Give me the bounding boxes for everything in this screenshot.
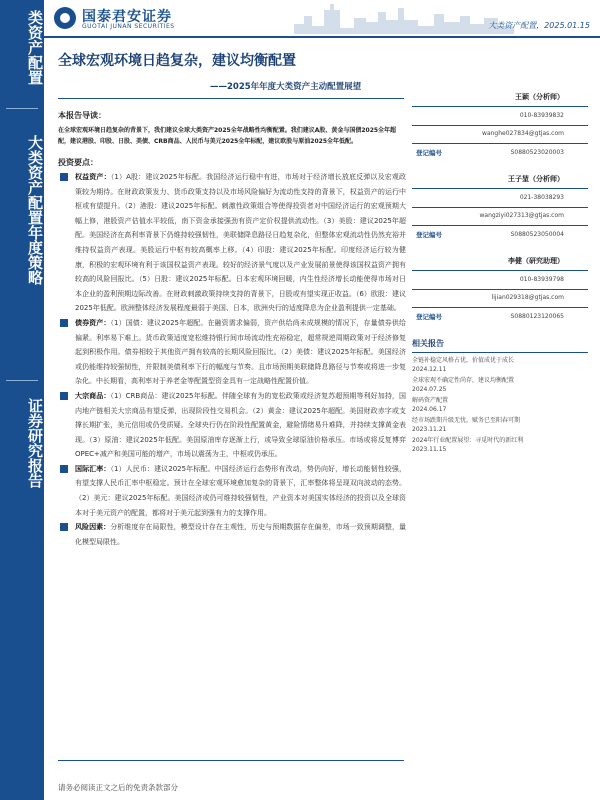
analyst-divider bbox=[412, 207, 588, 208]
related-report-date: 2024.12.11 bbox=[412, 366, 447, 373]
analyst-reg-label: 登记编号 bbox=[416, 313, 442, 321]
analyst-phone: 010-83939798 bbox=[519, 276, 564, 283]
main-content bbox=[58, 110, 406, 549]
related-report-item[interactable] bbox=[412, 396, 588, 414]
points-heading: 投资要点： bbox=[58, 158, 98, 167]
analyst-phone: 021-38038293 bbox=[519, 194, 564, 201]
related-report-title: 全链补稳定风格占优，价值成优于成长 bbox=[412, 357, 515, 364]
square-bullet-icon bbox=[60, 392, 68, 400]
analyst-email[interactable]: lijian029318@gtjas.com bbox=[491, 294, 564, 301]
analyst-divider bbox=[412, 289, 588, 290]
related-report-date: 2024.07.25 bbox=[412, 386, 447, 393]
related-report-date: 2023.11.21 bbox=[412, 426, 447, 433]
sidebar-label-mid: 大类资产配置年度策略 bbox=[26, 135, 44, 285]
point-text: （1）A股：建议2025年标配。我国经济运行稳中有进，市场对于经济增长放底反弹以及宏观政策较为期待。在财政政策发力、货币政策支持以及市场风险偏好为流动性支持的背景下，权益资产的运行中枢或有望提升。（2）港股：建议2025年标配。刺激性政策组合等使得投资者对中国经济运行的宏观预期大幅上修，港股资产估值水平较低，南下资金承接强劲有资产定价权提供流动性。（3）美股：建议2025年超配。美国经济在高利率背景下仍维持较强韧性，美联储降息路径日趋复杂化，但整体宏观流动性仍然充裕并维持权益资产表现。美股运行中枢有较高概率上移。（4）印股：建议2025年标配。印度经济运行较为健康，积极的宏观环境有利于该国权益资产表现。较好的经济景气度以及产业发展前景使得该国权益资产拥有较高的风险回报比。（5）日股：建议2025年标配。日本宏观环境回暖，内生性经济增长动能使得市场对日本企业的盈利预期边际改善。在财政刺激政策持续支持的背景下，日股或有望实现正收益。（6）欧股：建议2025年低配。欧洲整体经济发展程度最弱于美国、日本，欧洲央行的适度降息为企业盈利提供一定基础。 bbox=[75, 173, 406, 313]
related-reports-list bbox=[412, 356, 588, 456]
analyst-panel bbox=[412, 92, 588, 368]
summary-body: 在全球宏观环境日趋复杂的背景下，我们建议全球大类资产2025全年战略性均衡配置。我们建议A股、黄金与国债2025全年超配，建议港股、印股、日股、美债、CRB商品、人民币与美元2025全年标配，建议欧股与原油2025全年低配。 bbox=[58, 127, 397, 145]
analyst-divider bbox=[412, 143, 588, 144]
sidebar bbox=[0, 0, 44, 800]
related-reports-heading: 相关报告 bbox=[412, 339, 444, 348]
analyst-email[interactable]: wanghe027834@gtjas.com bbox=[482, 130, 564, 137]
sidebar-label-bottom: 证券研究报告 bbox=[26, 398, 44, 488]
related-report-item[interactable] bbox=[412, 376, 588, 394]
header-category-date: 大类资产配置，2025.01.15 bbox=[488, 21, 590, 30]
analyst-divider bbox=[412, 106, 588, 107]
related-report-title: 经市场跌期升级无忧，赋务已至阳春可期 bbox=[412, 417, 521, 424]
point-lead: 大宗商品： bbox=[75, 391, 111, 400]
point-text: 分析维度存在局限性，模型设计存在主观性，历史与预期数据存在偏差，市场一致预期调整，量化模型局限性。 bbox=[75, 523, 407, 546]
header-rule bbox=[44, 36, 600, 38]
sidebar-label-top: 类资产配置 bbox=[26, 10, 44, 85]
point-lead: 权益资产： bbox=[75, 173, 111, 181]
analyst-divider bbox=[412, 270, 588, 271]
related-report-title: 全球宏观不确定性尚存，建议均衡配置 bbox=[412, 377, 515, 384]
analyst-reg-number: S0880523050004 bbox=[510, 231, 564, 238]
related-report-date: 2023.11.15 bbox=[412, 446, 447, 453]
analyst-email[interactable]: wangziyi027313@gtjas.com bbox=[479, 212, 564, 219]
analyst-reg-label: 登记编号 bbox=[416, 149, 442, 157]
report-title: 全球宏观环境日趋复杂，建议均衡配置 bbox=[58, 53, 296, 69]
square-bullet-icon bbox=[60, 465, 68, 473]
related-report-item[interactable] bbox=[412, 416, 588, 434]
point-equity bbox=[58, 170, 406, 316]
analyst-reg-number: S0880123120065 bbox=[510, 313, 564, 320]
sidebar-divider bbox=[6, 380, 38, 381]
point-lead: 国际汇率： bbox=[75, 464, 111, 473]
point-lead: 债券资产： bbox=[75, 318, 111, 327]
analyst-divider bbox=[412, 307, 588, 308]
analyst-reg-label: 登记编号 bbox=[416, 231, 442, 239]
company-logo-icon bbox=[54, 7, 76, 29]
sidebar-divider bbox=[6, 108, 38, 109]
point-commodities bbox=[58, 389, 406, 462]
point-text: （1）国债：建议2025年超配。在融资需求偏弱，资产供给尚未成规模的情况下，存量债券供给偏紧。利率易下难上。货币政策适度宽松维持银行间市场流动性充裕稳定，超常规逆周期政策对于经济修复起到积极作用。债券相较于其他资产拥有较高的长期风险回报比。（2）美债：建议2025年标配。美国经济或仍能维持较强韧性，并限制美债利率下行的幅度与节奏。且市场预期美联储降息路径与节奏或将进一步复杂化。中长期看，高利率对于养老金等配置型资金具有一定战略性配置价值。 bbox=[75, 318, 406, 386]
analyst-name: 王颖（分析师） bbox=[515, 93, 564, 101]
point-lead: 风险因素： bbox=[75, 523, 111, 532]
related-reports-rule bbox=[412, 352, 588, 353]
skyline-watermark bbox=[294, 2, 514, 34]
title-rule bbox=[58, 98, 404, 99]
company-name: 国泰君安证券 bbox=[82, 9, 172, 25]
analyst-divider bbox=[412, 188, 588, 189]
related-report-item[interactable] bbox=[412, 356, 588, 374]
analyst-divider bbox=[412, 225, 588, 226]
summary-heading: 本报告导读： bbox=[58, 111, 106, 120]
related-report-title: 解码资产配置 bbox=[412, 397, 449, 404]
footer-rule bbox=[58, 760, 404, 761]
square-bullet-icon bbox=[60, 319, 68, 327]
analyst-name: 李健（研究助理） bbox=[508, 257, 564, 265]
analyst-reg-number: S0880523020003 bbox=[510, 149, 564, 156]
square-bullet-icon bbox=[60, 173, 68, 181]
point-text: （1）人民币：建议2025年标配。中国经济运行态势形有改动，势仍向好，增长动能韧性较强，有望支撑人民币汇率中枢稳定。预计在全球宏观环境愈加复杂的背景下，汇率整体将呈现双向波动的态势。（2）美元：建议2025年标配。美国经济或仍可维持较强韧性，产业资本对美国实体经济的投资以及全球资本对于美元资产的配置，都将对于美元起到强有力的支撑作用。 bbox=[75, 464, 406, 517]
point-fx bbox=[58, 462, 406, 520]
point-bonds bbox=[58, 316, 406, 389]
point-text: （1）CRB商品：建议2025年标配。伴随全球有为的宽松政策或经济复苏超预期等利好加持，国内地产链相关大宗商品有望反弹，出现阶段性交易机会。（2）黄金：建议2025年超配。美国财政赤字或支撑长期扩张，美元信用或仍受质疑。全球央行仍在阶段性配置黄金，避险情绪易升难降，并持续支撑黄金表现。（3）原油：建议2025年低配。美国原油库存逐渐上行，或导致全球原油价格承压。市场或将反复博弈OPEC+减产和美国可能的增产，市场以震荡为主，中枢或仍承压。 bbox=[75, 391, 406, 459]
company-name-en: GUOTAI JUNAN SECURITIES bbox=[82, 23, 175, 30]
page-header bbox=[44, 0, 600, 36]
disclaimer-footer: 请务必阅读正文之后的免责条款部分 bbox=[58, 783, 178, 792]
related-report-item[interactable] bbox=[412, 436, 588, 454]
point-risks bbox=[58, 520, 406, 549]
analyst-divider bbox=[412, 125, 588, 126]
analyst-name: 王子堃（分析师） bbox=[508, 175, 564, 183]
related-report-date: 2024.06.17 bbox=[412, 406, 447, 413]
analyst-phone: 010-83939832 bbox=[519, 112, 564, 119]
report-subtitle: ——2025年年度大类资产主动配置展望 bbox=[210, 82, 362, 92]
related-report-title: 2024年行业配置展望：寻觅时代的新红利 bbox=[412, 437, 524, 444]
square-bullet-icon bbox=[60, 523, 68, 531]
